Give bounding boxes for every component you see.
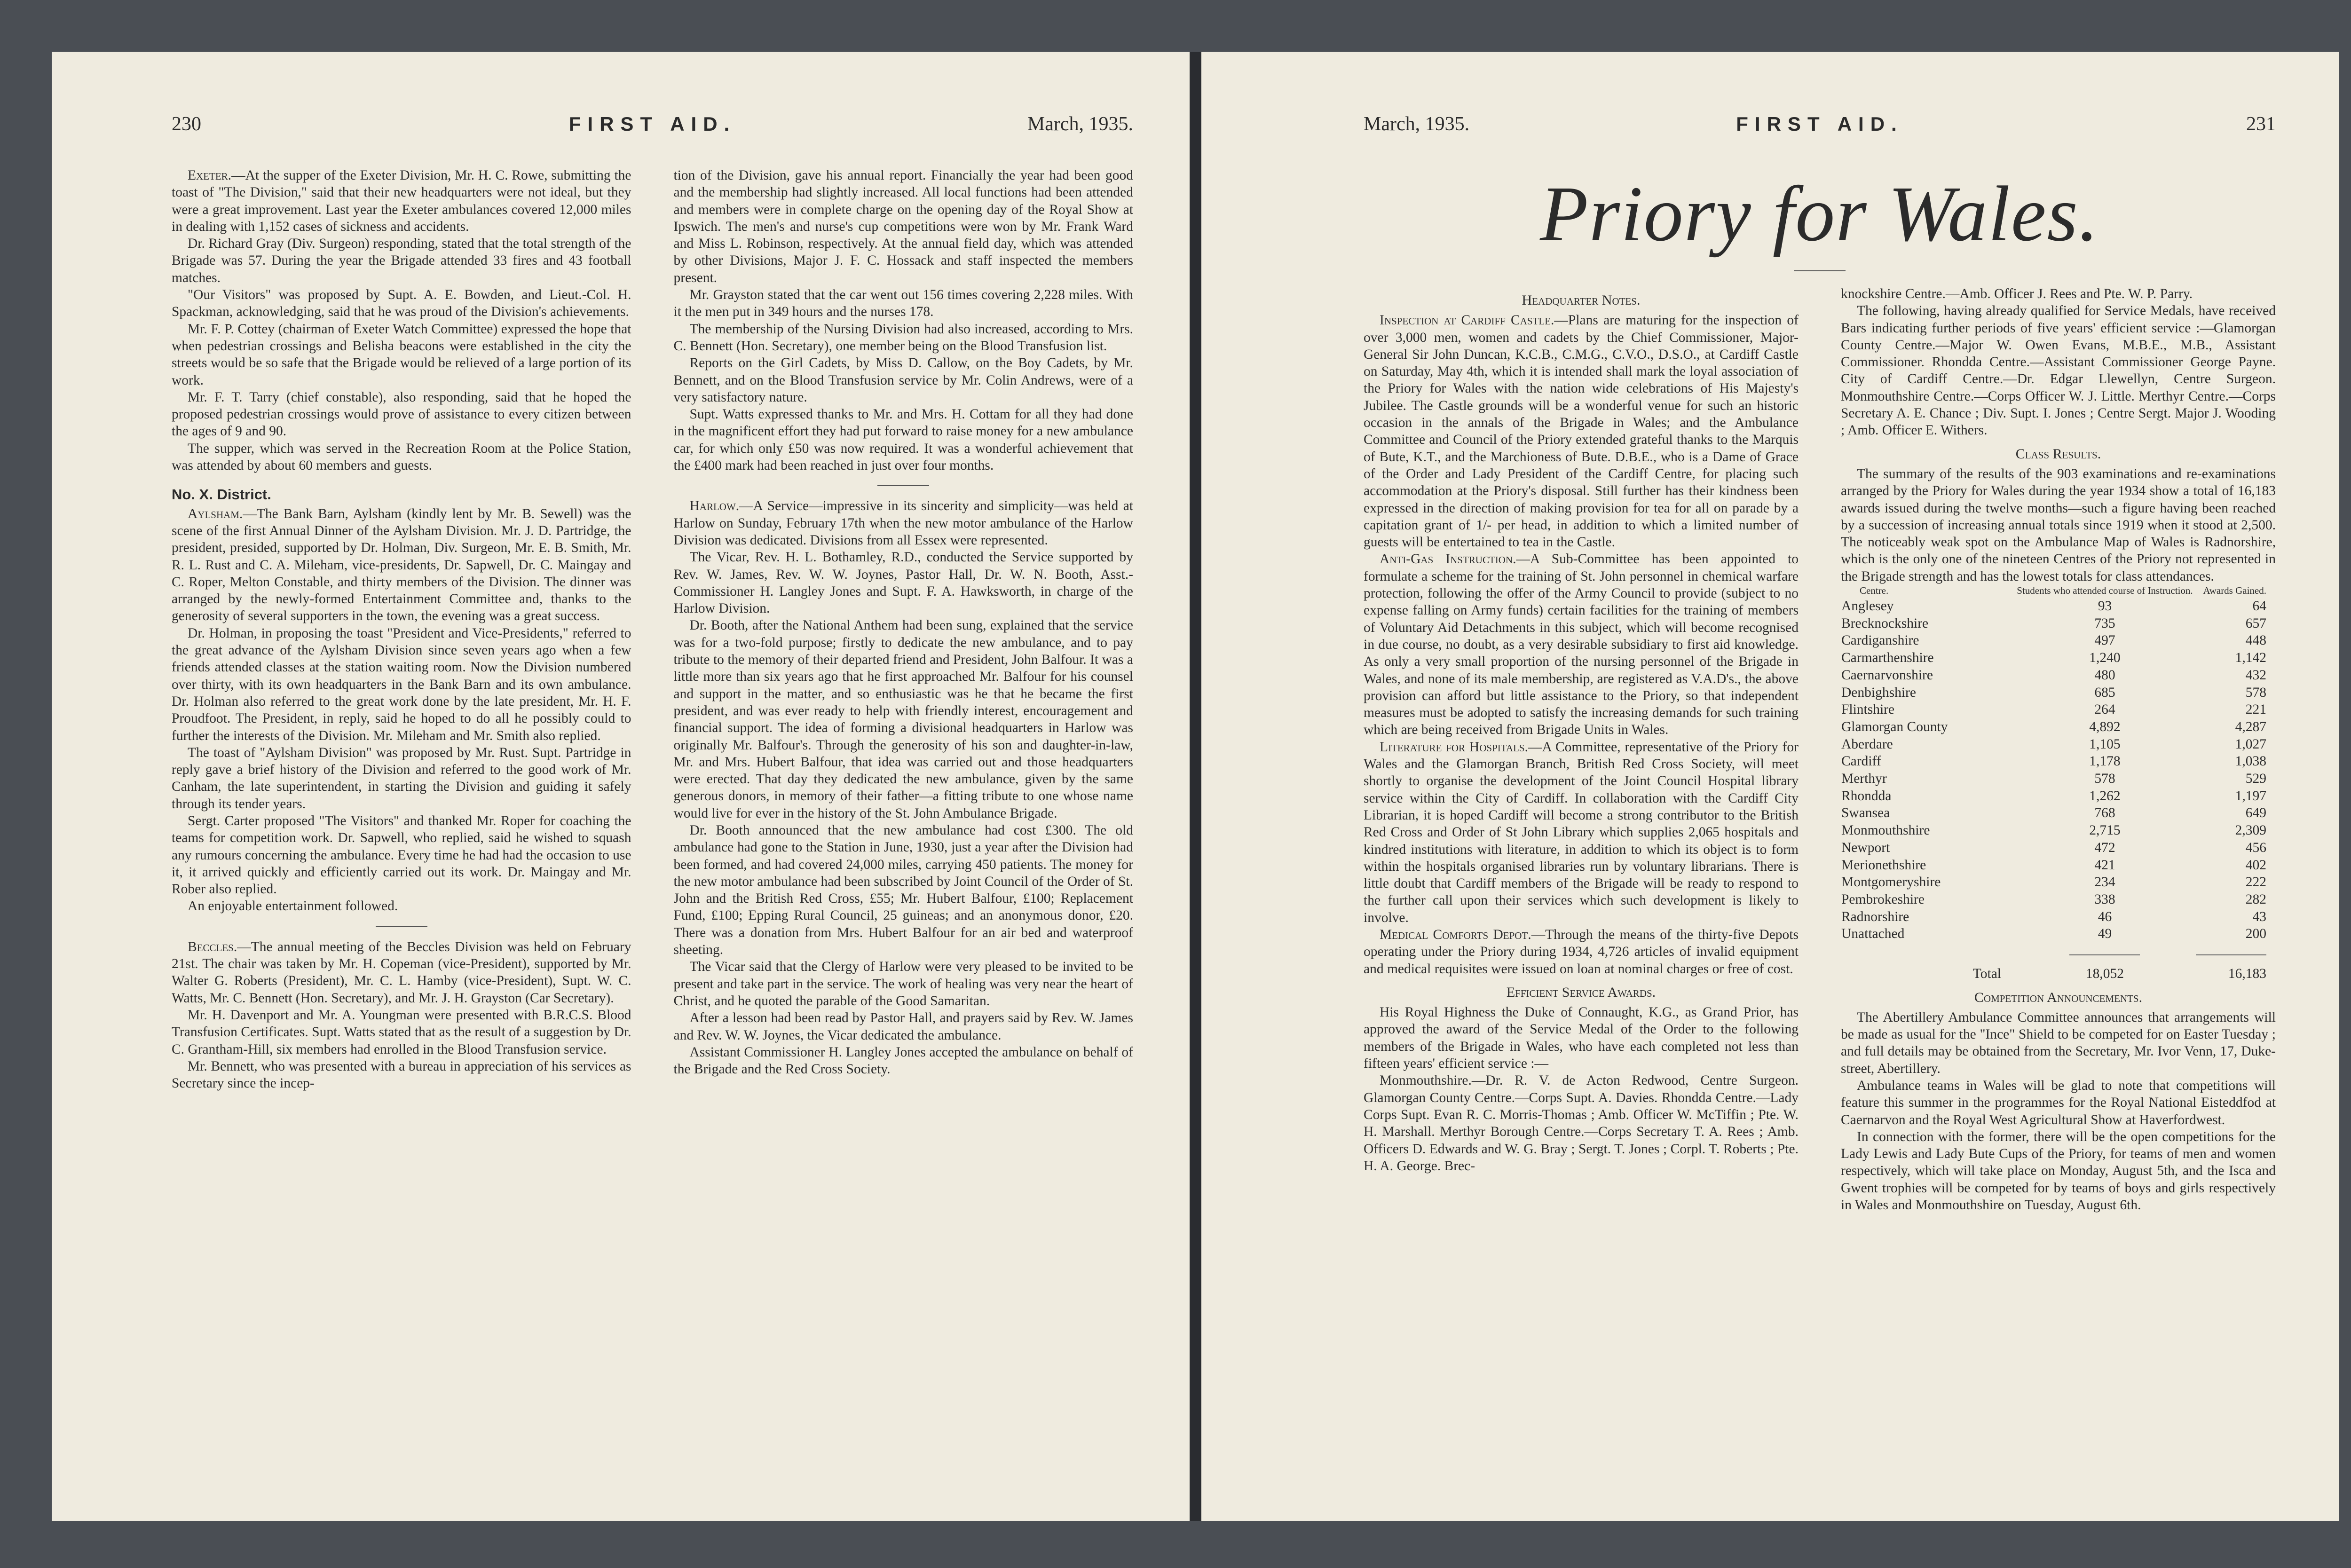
total-label: Total: [1972, 966, 2001, 981]
table-row: [1841, 788, 2276, 805]
place-heading: Exeter.: [188, 168, 232, 183]
item-heading: Inspection at Cardiff Castle.: [1380, 313, 1554, 328]
paragraph: Dr. Holman, in proposing the toast "President and Vice-Presidents," referred to the great advance of the Aylsham Division since seven years ago when a few friends attended classes at the station waiting room. Now the Division numbered over thirty, with its own headquarters in the Bank Barn and its own ambulance. Dr. Holman also referred to the great work done by the late president, Mr. H. F. Proudfoot. The President, in reply, said he hoped to do all he possibly could to further the interests of the Division. Mr. Mileham and Mr. Smith also replied.: [172, 625, 631, 743]
section-heading: Competition Announcements.: [1974, 989, 2143, 1005]
place-heading: Harlow.: [689, 498, 740, 514]
table-row: [1841, 598, 2276, 615]
cell-centre: Glamorgan County: [1841, 719, 1948, 734]
paragraph: Sergt. Carter proposed "The Visitors" and thanked Mr. Roper for coaching the teams for competition work. Dr. Sapwell, who replied, said he wished to squash any rumours concerning the ambulance. Every time he had had the occasion to use it, it arrived quickly and efficiently carried out its work. Dr. Maingay and Mr. Rober also replied.: [172, 813, 631, 897]
paragraph: The Vicar, Rev. H. L. Bothamley, R.D., conducted the Service supported by Rev. W. James, Rev. W. W. Joynes, Pastor Hall, Dr. W. N. Booth, Asst.-Commissioner H. Langley Jones and Supt. F. A. Hawksworth, in charge of the Harlow Division.: [673, 550, 1133, 616]
paragraph: Dr. Booth, after the National Anthem had been sung, explained that the service was for a two-fold purpose; firstly to dedicate the new ambulance, and to pay tribute to the memory of their departed friend and President, John Balfour. It was a little more than six years ago that he first approached Mr. Balfour for his counsel and support in the matter, and so enthusiastic was he that he became the first president, and was ever ready to help with friendly interest, encouragement and financial support. The idea of forming a divisional headquarters in Harlow was originally Mr. Balfour's. Through the generosity of his son and daughter-in-law, Mr. and Mrs. Hubert Balfour, that idea was carried out and those headquarters were erected. That day they dedicated the new ambulance, given by the same generous donors, in memory of their father—a fitting tribute to one whose name would live for ever in the history of the St. John Ambulance Brigade.: [673, 618, 1133, 821]
page-number: 230: [172, 113, 201, 135]
paragraph: Ambulance teams in Wales will be glad to note that competitions will feature this summer in the programmes for the Royal National Eisteddfod at Caernarvon and the Royal West Agricultural Show at Haverfordwest.: [1841, 1078, 2276, 1127]
cell-awards: 200: [2245, 926, 2266, 942]
empty-cell: [1841, 943, 2015, 960]
paragraph: [1364, 739, 1799, 926]
cell-awards: 1,027: [2235, 736, 2266, 752]
total-students: 18,052: [2085, 966, 2124, 981]
paragraph: Mr. Grayston stated that the car went out 156 times covering 2,228 miles. With it the men put in 349 hours and the nurses 178.: [673, 287, 1133, 320]
cell-students: 578: [2094, 771, 2115, 787]
table-row: [1841, 632, 2276, 649]
right-column-2: [1841, 285, 2276, 1213]
table-row: [1841, 684, 2276, 701]
paragraph-text: —Through the means of the thirty-five Depots operating under the Priory during 1934, 4,726 articles of invalid equipment and medical requisites were issued on loan at nominal charges or free of cost.: [1364, 927, 1799, 977]
paragraph-text: —The Bank Barn, Aylsham (kindly lent by Mr. B. Sewell) was the scene of the first Annual Dinner of the Aylsham Division. Mr. J. D. Partridge, the president, presided, supported by Dr. Holman, Div. Surgeon, Mr. E. B. Smith, Mr. R. L. Rust and C. A. Mileham, vice-presidents, Dr. Sapwell, Dr. C. Maingay and C. Roper, Melton Constable, and thirty members of the Division. The dinner was arranged by the newly-formed Entertainment Committee and, thanks to the generosity of several supporters in the town, the evening was a great success.: [172, 506, 631, 624]
table-row: [1841, 804, 2276, 822]
paragraph: Assistant Commissioner H. Langley Jones accepted the ambulance on behalf of the Brigade and the Red Cross Society.: [673, 1044, 1133, 1077]
cell-centre: Caernarvonshire: [1841, 667, 1933, 683]
paragraph-text: —A Service—impressive in its sincerity and simplicity—was held at Harlow on Sunday, February 17th when the new motor ambulance of the Harlow Division was dedicated. Divisions from all Essex were represented.: [673, 498, 1133, 548]
class-results-table: [1841, 585, 2276, 982]
cell-awards: 282: [2245, 892, 2266, 907]
left-column-2: [674, 167, 1134, 1092]
cell-awards: 1,038: [2235, 754, 2266, 769]
cell-students: 472: [2094, 840, 2115, 855]
paragraph: "Our Visitors" was proposed by Supt. A. E. Bowden, and Lieut.-Col. H. Spackman, acknowledging, said that he was proud of the Division's achievements.: [172, 287, 631, 320]
paragraph: Dr. Booth announced that the new ambulance had cost £300. The old ambulance had gone to the Station in June, 1930, just a year after the Division had been formed, and had covered 24,000 miles, carrying 450 patients. The money for the new motor ambulance had been subscribed by Joint Council of the Order of St. John and the British Red Cross, £55; Mr. Hubert Balfour, £100; Replacement Fund, £100; Epping Rural Council, 25 guineas; and an anonymous donor, £20. There was a donation from Mrs. Hubert Balfour for an air bed and waterproof sheeting.: [673, 822, 1133, 958]
cell-students: 1,262: [2089, 788, 2121, 804]
cell-students: 4,892: [2089, 719, 2121, 734]
cell-centre: Monmouthshire: [1841, 823, 1930, 838]
paragraph-text: —A Sub-Committee has been appointed to formulate a scheme for the training of St. John personnel in chemical warfare protection, following the offer of the Army Council to provide (subject to no expense falling on Army funds) certain facilities for the training of members of Voluntary Aid Detachments in this subject, which will become recognised in due course, no doubt, as a very desirable subsidiary to first aid knowledge. As only a very small proportion of the nursing personnel of the Brigade in Wales, and none of its male membership, are registered as V.A.D's., the above provision can afford but little assistance to the Priory, so that independent measures must be adopted to satisfy the increasing demands for such training which are being received from Brigade Units in Wales.: [1364, 552, 1799, 738]
page-number: 231: [2246, 113, 2276, 135]
cell-students: 2,715: [2089, 823, 2121, 838]
section-heading: Headquarter Notes.: [1522, 292, 1641, 308]
paragraph: [1364, 312, 1799, 551]
paragraph: The membership of the Nursing Division had also increased, according to Mrs. C. Bennett (Hon. Secretary), one member being on the Blood Transfusion list.: [673, 321, 1133, 354]
cell-centre: Montgomeryshire: [1841, 875, 1941, 890]
paragraph-text: —The annual meeting of the Beccles Division was held on February 21st. The chair was taken by Mr. H. Copeman (vice-President), supported by Mr. Walter G. Roberts (President), Mr. C. L. Hamby (vice-President), Supt. W. C. Watts, Mr. C. Bennett (Hon. Secretary), and Mr. J. H. Grayston (Car Secretary).: [172, 939, 631, 1006]
paragraph-text: —A Committee, representative of the Priory for Wales and the Glamorgan Branch, British Red Cross Society, will meet shortly to organise the development of the Joint Council Hospital library service within the City of Cardiff. In collaboration with the Cardiff City Librarian, it is hoped Cardiff will become a strong contributor to the British Red Cross and Order of St John Library which supplies 2,065 hospitals and kindred institutions with literature, in addition to which its object is to form within the hospitals organised libraries run by voluntary librarians. There is little doubt that Cardiff members of the Brigade will be ready to respond to the further call upon their services which such development is likely to involve.: [1364, 739, 1799, 925]
item-heading: Anti-Gas Instruction.: [1380, 552, 1516, 567]
paragraph: [1364, 926, 1799, 977]
table-row: [1841, 615, 2276, 632]
cell-students: 480: [2094, 667, 2115, 683]
paragraph: The toast of "Aylsham Division" was proposed by Mr. Rust. Supt. Partridge in reply gave a brief history of the Division and referred to the good work of Mr. Canham, the late superintendent, in starting the Division and guiding it safely through its tender years.: [172, 745, 631, 812]
cell-students: 685: [2094, 685, 2115, 700]
table-row: [1841, 857, 2276, 874]
paragraph-text: —At the supper of the Exeter Division, Mr. H. C. Rowe, submitting the toast of "The Division," said that their new headquarters were not ideal, but they were a great improvement. Last year the Exeter ambulances covered 12,000 miles in dealing with 1,152 cases of sickness and accidents.: [172, 168, 631, 234]
journal-title: FIRST AID.: [568, 113, 736, 135]
cell-students: 234: [2094, 875, 2115, 890]
cell-awards: 1,142: [2235, 650, 2266, 666]
cell-centre: Merthyr: [1841, 771, 1887, 787]
paragraph: The following, having already qualified for Service Medals, have received Bars indicating further periods of five years' efficient service :—Glamorgan County Centre.—Major W. Owen Evans, M.B.E., M.B., Assistant Commissioner. Rhondda Centre.—Assistant Commissioner George Payne. City of Cardiff Centre.—Dr. Edgar Llewellyn, Centre Surgeon. Monmouthshire Centre.—Corps Officer W. J. Little. Merthyr Centre.—Corps Secretary A. E. Chance ; Div. Supt. I. Jones ; Centre Sergt. Major J. Wooding ; Amb. Officer E. Withers.: [1841, 303, 2276, 438]
cell-awards: 402: [2245, 857, 2266, 873]
column-header-centre: Centre.: [1860, 585, 1889, 597]
cell-centre: Swansea: [1841, 805, 1890, 821]
item-heading: Literature for Hospitals.: [1380, 739, 1528, 755]
cell-students: 338: [2094, 892, 2115, 907]
sum-rule: [2069, 954, 2140, 955]
table-total-row: [1841, 960, 2276, 983]
table-row: [1841, 839, 2276, 857]
table-row: [1841, 701, 2276, 718]
cell-students: 735: [2094, 615, 2115, 631]
table-row: [1841, 649, 2276, 667]
paragraph: Mr. F. T. Tarry (chief constable), also responding, said that he hoped the proposed pedestrian crossings would prove of assistance to every citizen between the ages of 9 and 90.: [172, 389, 631, 439]
cell-students: 421: [2094, 857, 2115, 873]
cell-centre: Carmarthenshire: [1841, 650, 1934, 666]
sum-rule: [2196, 954, 2266, 955]
running-header: [1364, 113, 2276, 146]
divider: [376, 926, 427, 927]
cell-awards: 529: [2245, 771, 2266, 787]
column-header-students: Students who attended course of Instruction.: [2017, 585, 2193, 597]
table-row: [1841, 718, 2276, 736]
table-row: [1841, 667, 2276, 684]
section-heading: Class Results.: [2015, 446, 2101, 462]
cell-awards: 448: [2245, 633, 2266, 648]
table-row: [1841, 770, 2276, 788]
district-heading: No. X. District.: [172, 486, 271, 503]
divider: [1794, 270, 1846, 271]
cell-centre: Brecknockshire: [1841, 615, 1929, 631]
cell-awards: 432: [2245, 667, 2266, 683]
journal-title: FIRST AID.: [1736, 113, 1903, 135]
paragraph: Supt. Watts expressed thanks to Mr. and Mrs. H. Cottam for all they had done in the magnificent effort they had put forward to raise money for a new ambulance car, for which only £50 was now required. It was a wonderful achievement that the £400 mark had been reached in just over four months.: [673, 407, 1133, 473]
cell-students: 49: [2098, 926, 2112, 942]
paragraph: [172, 167, 631, 235]
place-heading: Beccles.: [188, 939, 237, 954]
paragraph: Mr. F. P. Cottey (chairman of Exeter Watch Committee) expressed the hope that when pedestrian crossings and Belisha beacons were established in the city the streets would be so safe that the Brigade would be relieved of a large portion of its work.: [172, 321, 631, 388]
table-rule-row: [1841, 943, 2276, 960]
cell-awards: 456: [2245, 840, 2266, 855]
cell-awards: 657: [2245, 615, 2266, 631]
paragraph: Reports on the Girl Cadets, by Miss D. Callow, on the Boy Cadets, by Mr. Bennett, and on the Blood Transfusion service by Mr. Colin Andrews, were of a very satisfactory nature.: [673, 355, 1133, 405]
rule-cell: [2194, 943, 2276, 960]
paragraph: Mr. H. Davenport and Mr. A. Youngman were presented with B.R.C.S. Blood Transfusion Certificates. Supt. Watts stated that as the result of a suggestion by Dr. C. Grantham-Hill, six members had enrolled in the Blood Transfusion service.: [172, 1007, 631, 1057]
table-row: [1841, 822, 2276, 839]
cell-awards: 4,287: [2235, 719, 2266, 734]
cell-awards: 222: [2245, 875, 2266, 890]
table-row: [1841, 874, 2276, 891]
divider: [877, 485, 929, 486]
paragraph: [674, 497, 1134, 549]
cell-centre: Anglesey: [1841, 599, 1894, 614]
paragraph: The summary of the results of the 903 examinations and re-examinations arranged by the Priory for Wales during the year 1934 show a total of 16,183 awards issued during the twelve months—such a figure having been reached by a succession of increasing annual totals since 1919 when it stood at 2,500. The noticeably weak spot on the Ambulance Map of Wales is Radnorshire, which is the only one of the nineteen Centres of the Priory not represented in the Brigade strength and has the lowest totals for class attendances.: [1841, 466, 2276, 584]
paragraph: In connection with the former, there will be the open competitions for the Lady Lewis and Lady Bute Cups of the Priory, for teams of men and women respectively, which will take place on Monday, August 5th, and the Isca and Gwent trophies will be competed for by teams of boys and girls respectively in Wales and Monmouthshire on Tuesday, August 6th.: [1841, 1129, 2276, 1213]
left-page: [52, 52, 1190, 1521]
magazine-spread: [52, 52, 2339, 1521]
cell-students: 264: [2094, 702, 2115, 717]
rule-cell: [2015, 943, 2194, 960]
book-gutter: [1190, 52, 1201, 1521]
paragraph: Mr. Bennett, who was presented with a bureau in appreciation of his services as Secretary since the incep-: [172, 1058, 631, 1091]
table-row: [1841, 925, 2276, 943]
table-body: [1841, 598, 2276, 943]
cell-students: 1,178: [2089, 754, 2121, 769]
table-row: [1841, 908, 2276, 926]
cell-centre: Unattached: [1841, 926, 1905, 942]
cell-centre: Aberdare: [1841, 736, 1893, 752]
paragraph: Monmouthshire.—Dr. R. V. de Acton Redwood, Centre Surgeon. Glamorgan County Centre.—Corps Supt. A. Davies. Rhondda Centre.—Lady Corps Supt. Evan R. C. Morris-Thomas ; Amb. Officer W. McTiffin ; Pte. W. H. Marshall. Merthyr Borough Centre.—Corps Secretary T. A. Rees ; Amb. Officers D. Edwards and W. G. Bray ; Sergt. T. Jones ; Corpl. T. Roberts ; Pte. H. A. George. Brec-: [1364, 1073, 1799, 1174]
right-column-1: [1364, 285, 1799, 1213]
paragraph: [172, 505, 631, 625]
cell-students: 93: [2098, 599, 2112, 614]
total-awards: 16,183: [2228, 966, 2266, 981]
running-header: [172, 113, 1133, 146]
left-column-1: [172, 167, 631, 1092]
paragraph: The Abertillery Ambulance Committee announces that arrangements will be made as usual for the "Ince" Shield to be competed for on Easter Tuesday ; and full details may be obtained from the Secretary, Mr. Ivor Venn, 17, Duke-street, Abertillery.: [1841, 1009, 2276, 1076]
cell-awards: 578: [2245, 685, 2266, 700]
cell-centre: Pembrokeshire: [1841, 892, 1925, 907]
cell-centre: Radnorshire: [1841, 909, 1909, 924]
cell-awards: 221: [2245, 702, 2266, 717]
cell-awards: 2,309: [2235, 823, 2266, 838]
cell-students: 1,105: [2089, 736, 2121, 752]
cell-students: 1,240: [2089, 650, 2121, 666]
cell-centre: Newport: [1841, 840, 1890, 855]
right-page: [1201, 52, 2339, 1521]
cell-students: 768: [2094, 805, 2115, 821]
cell-students: 497: [2094, 633, 2115, 648]
cell-centre: Cardiganshire: [1841, 633, 1919, 648]
cell-centre: Denbighshire: [1841, 685, 1916, 700]
cell-awards: 1,197: [2235, 788, 2266, 804]
paragraph-text: —Plans are maturing for the inspection of over 3,000 men, women and cadets by the Chief Commissioner, Major-General Sir John Duncan, K.C.B., C.M.G., C.V.O., D.S.O., at Cardiff Castle on Saturday, May 4th, which it is intended shall mark the loyal association of the Priory for Wales with the nation wide celebrations of His Majesty's Jubilee. The Castle grounds will be a wonderful venue for such an historic occasion in the annals of the Brigade in Wales; and the Ambulance Committee and Council of the Priory extended grateful thanks to the Marquis of Bute, K.T., and the Marchioness of Bute. D.B.E., who is a Dame of Grace of the Order and Lady President of the Cardiff Centre, for placing such accommodation at the Priory's disposal. Still further has their kindness been expressed in the direction of making provision for tea for all on parade by a capitation grant of 1/- per head, in addition to which a limited number of guests will be entertained to tea in the Castle.: [1364, 313, 1799, 550]
cell-centre: Rhondda: [1841, 788, 1892, 804]
paragraph: [172, 938, 631, 1007]
issue-date: March, 1935.: [1364, 113, 1470, 135]
cell-centre: Cardiff: [1841, 754, 1881, 769]
paragraph: An enjoyable entertainment followed.: [188, 898, 398, 914]
table-header-row: [1841, 585, 2276, 598]
table-row: [1841, 736, 2276, 753]
section-heading: Efficient Service Awards.: [1506, 984, 1656, 1000]
cell-centre: Merionethshire: [1841, 857, 1926, 873]
paragraph: Dr. Richard Gray (Div. Surgeon) responding, stated that the total strength of the Brigade was 57. During the year the Brigade attended 33 fires and 43 football matches.: [172, 236, 631, 285]
cell-awards: 649: [2245, 805, 2266, 821]
paragraph: The Vicar said that the Clergy of Harlow were very pleased to be invited to be present and take part in the service. The work of healing was very near the heart of Christ, and he quoted the parable of the Good Samaritan.: [673, 959, 1133, 1009]
item-heading: Medical Comforts Depot.: [1380, 927, 1531, 942]
place-heading: Aylsham.: [188, 506, 243, 521]
paragraph: [1364, 551, 1799, 738]
column-header-awards: Awards Gained.: [2203, 585, 2266, 597]
cell-students: 46: [2098, 909, 2112, 924]
cell-awards: 64: [2252, 599, 2266, 614]
paragraph: After a lesson had been read by Pastor Hall, and prayers said by Rev. W. James and Rev. W. W. Joynes, the Vicar dedicated the ambulance.: [673, 1010, 1133, 1043]
table-row: [1841, 891, 2276, 908]
article-title: Priory for Wales.: [1540, 170, 2099, 258]
paragraph: knockshire Centre.—Amb. Officer J. Rees and Pte. W. P. Parry.: [1841, 286, 2193, 301]
table-row: [1841, 753, 2276, 770]
paragraph: The supper, which was served in the Recreation Room at the Police Station, was attended by about 60 members and guests.: [172, 441, 631, 473]
issue-date: March, 1935.: [1027, 113, 1133, 135]
cell-awards: 43: [2252, 909, 2266, 924]
paragraph: tion of the Division, gave his annual report. Financially the year had been good and the membership had slightly increased. All local functions had been attended and members were in complete charge on the opening day of the Royal Show at Ipswich. The men's and nurse's cup competitions were won by Mr. Frank Ward and Miss L. Robinson, respectively. At the annual field day, which was attended by other Divisions, Major J. F. C. Hossack and staff inspected the members present.: [673, 168, 1133, 285]
cell-centre: Flintshire: [1841, 702, 1895, 717]
paragraph: His Royal Highness the Duke of Connaught, K.G., as Grand Prior, has approved the award of the Service Medal of the Order to the following members of the Brigade in Wales, who have each completed not less than fifteen years' efficient service :—: [1364, 1005, 1799, 1072]
